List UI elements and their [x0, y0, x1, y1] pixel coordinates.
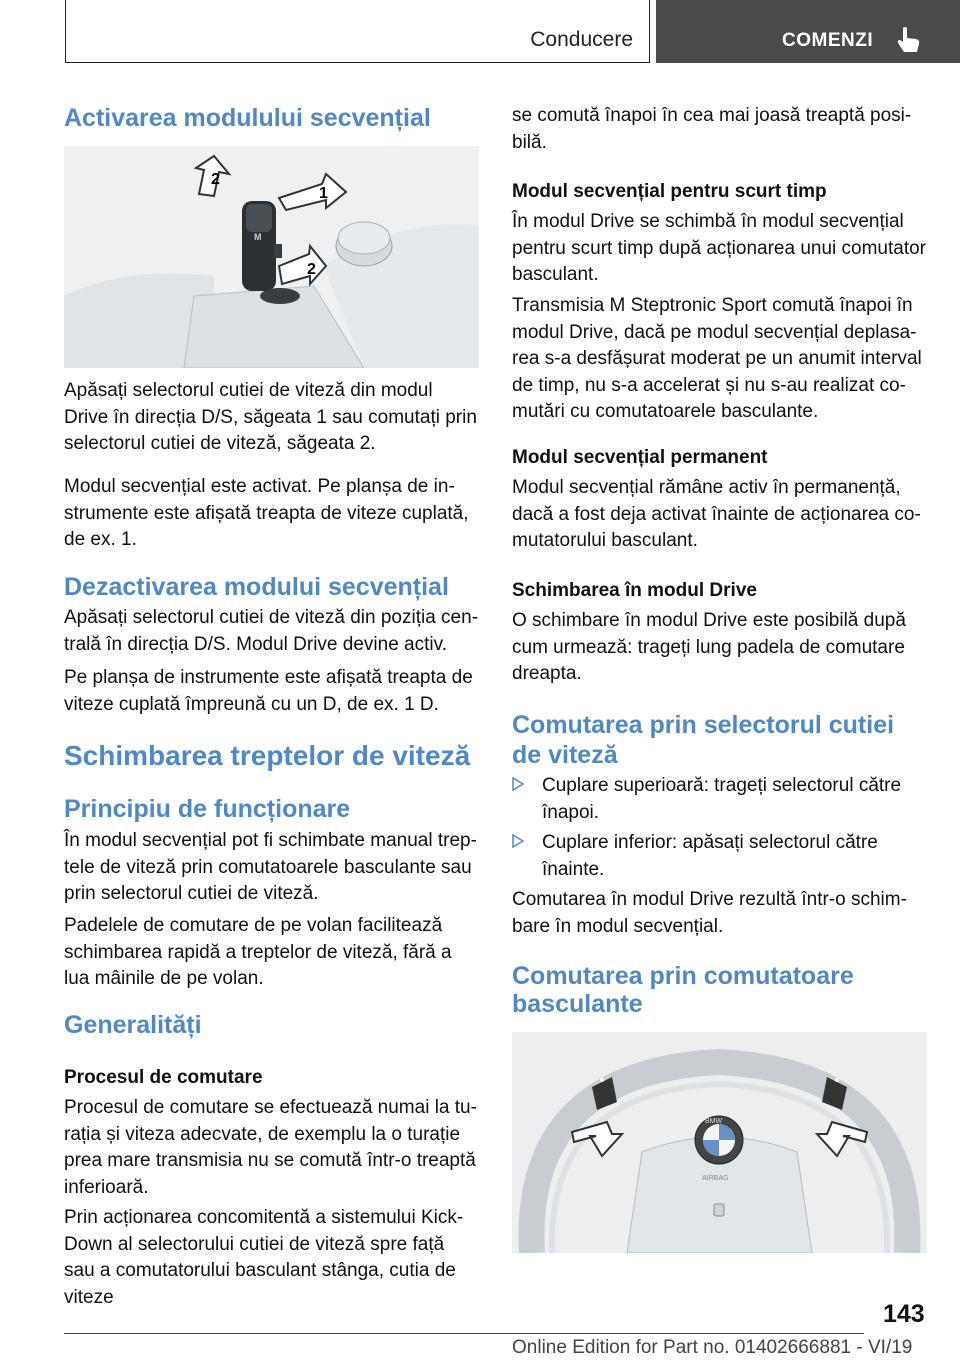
- section-title: Conducere: [530, 28, 633, 51]
- arrow-label-2-bottom: 2: [307, 261, 316, 278]
- steering-wheel-drawing: [512, 1032, 927, 1253]
- paragraph-process-2: Prin acționarea concomitentă a sistemului Kick-Down al selectorului cutiei de viteză spre față sau a comutatorului basculant stânga, cutia de viteze: [64, 1207, 464, 1308]
- heading-activate-sequential: Activarea modulului secvențial: [64, 104, 431, 132]
- heading-gear-shifting: Schimbarea treptelor de viteză: [64, 740, 471, 771]
- list-item-text: Cuplare superioară: trageți selectorul către înapoi.: [542, 775, 902, 823]
- heading-selector-shift: Comutarea prin selectorul cutiei de viteză: [512, 711, 895, 769]
- arrow-label-1: 1: [319, 185, 328, 202]
- paragraph-principle-2: Padelele de comutare de pe volan facilitează schimbarea rapidă a treptelor de viteză, fără a lua mâinile de pe volan.: [64, 915, 452, 989]
- airbag-label: AIRBAG: [702, 1175, 729, 1182]
- paragraph-switch-drive: O schimbare în modul Drive este posibilă după cum urmează: trageți lung padela de comutare dreapta.: [512, 610, 906, 684]
- footer-edition: Online Edition for Part no. 01402666881 - VI/19: [512, 1337, 913, 1358]
- paragraph-deactivate-1: Apăsați selectorul cutiei de viteză din poziția centrală în direcția D/S. Modul Drive devine activ.: [64, 607, 479, 655]
- heading-paddle-shift: Comutarea prin comutatoare basculante: [512, 962, 854, 1018]
- heading-switch-drive: Schimbarea în modul Drive: [512, 580, 757, 601]
- paragraph-deactivate-2: Pe planșa de instrumente este afișată treapta de viteze cuplată împreună cu un D, de ex. 1 D.: [64, 667, 473, 715]
- pointing-hand-icon: [896, 26, 922, 54]
- arrow-label-2-top: 2: [211, 171, 220, 188]
- figure1-caption: Apăsați selectorul cutiei de viteză din modul Drive în direcția D/S, săgeata 1 sau comutați prin selectorul cutiei de viteză, săgeata 2.: [64, 380, 477, 454]
- steering-wheel-illustration: [512, 1032, 927, 1253]
- paragraph-selector: Comutarea în modul Drive rezultă într-o schimbare în modul secvențial.: [512, 889, 907, 937]
- heading-general: Generalități: [64, 1011, 202, 1039]
- gear-selector-drawing: [64, 146, 479, 368]
- heading-permanent: Modul secvențial permanent: [512, 447, 768, 468]
- list-item-text: Cuplare inferior: apăsați selectorul către înainte.: [542, 832, 878, 880]
- paragraph-sequential-active: Modul secvențial este activat. Pe planșa de instrumente este afișată treapta de viteze cuplată, de ex. 1.: [64, 476, 469, 550]
- page-header: [0, 0, 960, 66]
- heading-principle: Principiu de funcționare: [64, 795, 351, 823]
- paragraph-permanent: Modul secvențial rămâne activ în permanență, dacă a fost deja activat înainte de acționarea comutatorului basculant.: [512, 477, 921, 551]
- m-badge: M: [254, 232, 262, 242]
- triangle-bullet-icon: [512, 834, 524, 848]
- gear-selector-illustration: [64, 146, 479, 368]
- triangle-bullet-icon: [512, 777, 524, 791]
- heading-short-sequential: Modul secvențial pentru scurt timp: [512, 181, 827, 202]
- footer-rule: [64, 1333, 864, 1334]
- page-number: 143: [883, 1300, 925, 1328]
- heading-shift-process: Procesul de comutare: [64, 1067, 263, 1088]
- paragraph-principle-1: În modul secvențial pot fi schimbate manual treptele de viteză prin comutatoarele basculante sau prin selectorul cutiei de viteză.: [64, 830, 477, 904]
- chapter-title: COMENZI: [782, 30, 874, 51]
- section-tab: [65, 0, 650, 63]
- paragraph-short-2: Transmisia M Steptronic Sport comută înapoi în modul Drive, dacă pe modul secvențial deplasarea s-a desfășurat moderat pe un anumit interval de timp, nu s-a accelerat și nu s-au realizat comutări cu comutatoarele basculante.: [512, 295, 922, 422]
- heading-deactivate-sequential: Dezactivarea modului secvențial: [64, 573, 449, 601]
- paragraph-continued: se comută înapoi în cea mai joasă treaptă posibilă.: [512, 105, 912, 153]
- paragraph-process-1: Procesul de comutare se efectuează numai la turația și viteza adecvate, de exemplu la o turație prea mare transmisia nu se comută într-o treaptă inferioară.: [64, 1097, 477, 1198]
- bmw-logo-text: BMW: [705, 1118, 723, 1125]
- paragraph-short-1: În modul Drive se schimbă în modul secvențial pentru scurt timp după acționarea unui comutator basculant.: [512, 211, 927, 285]
- chapter-tab: [656, 0, 960, 63]
